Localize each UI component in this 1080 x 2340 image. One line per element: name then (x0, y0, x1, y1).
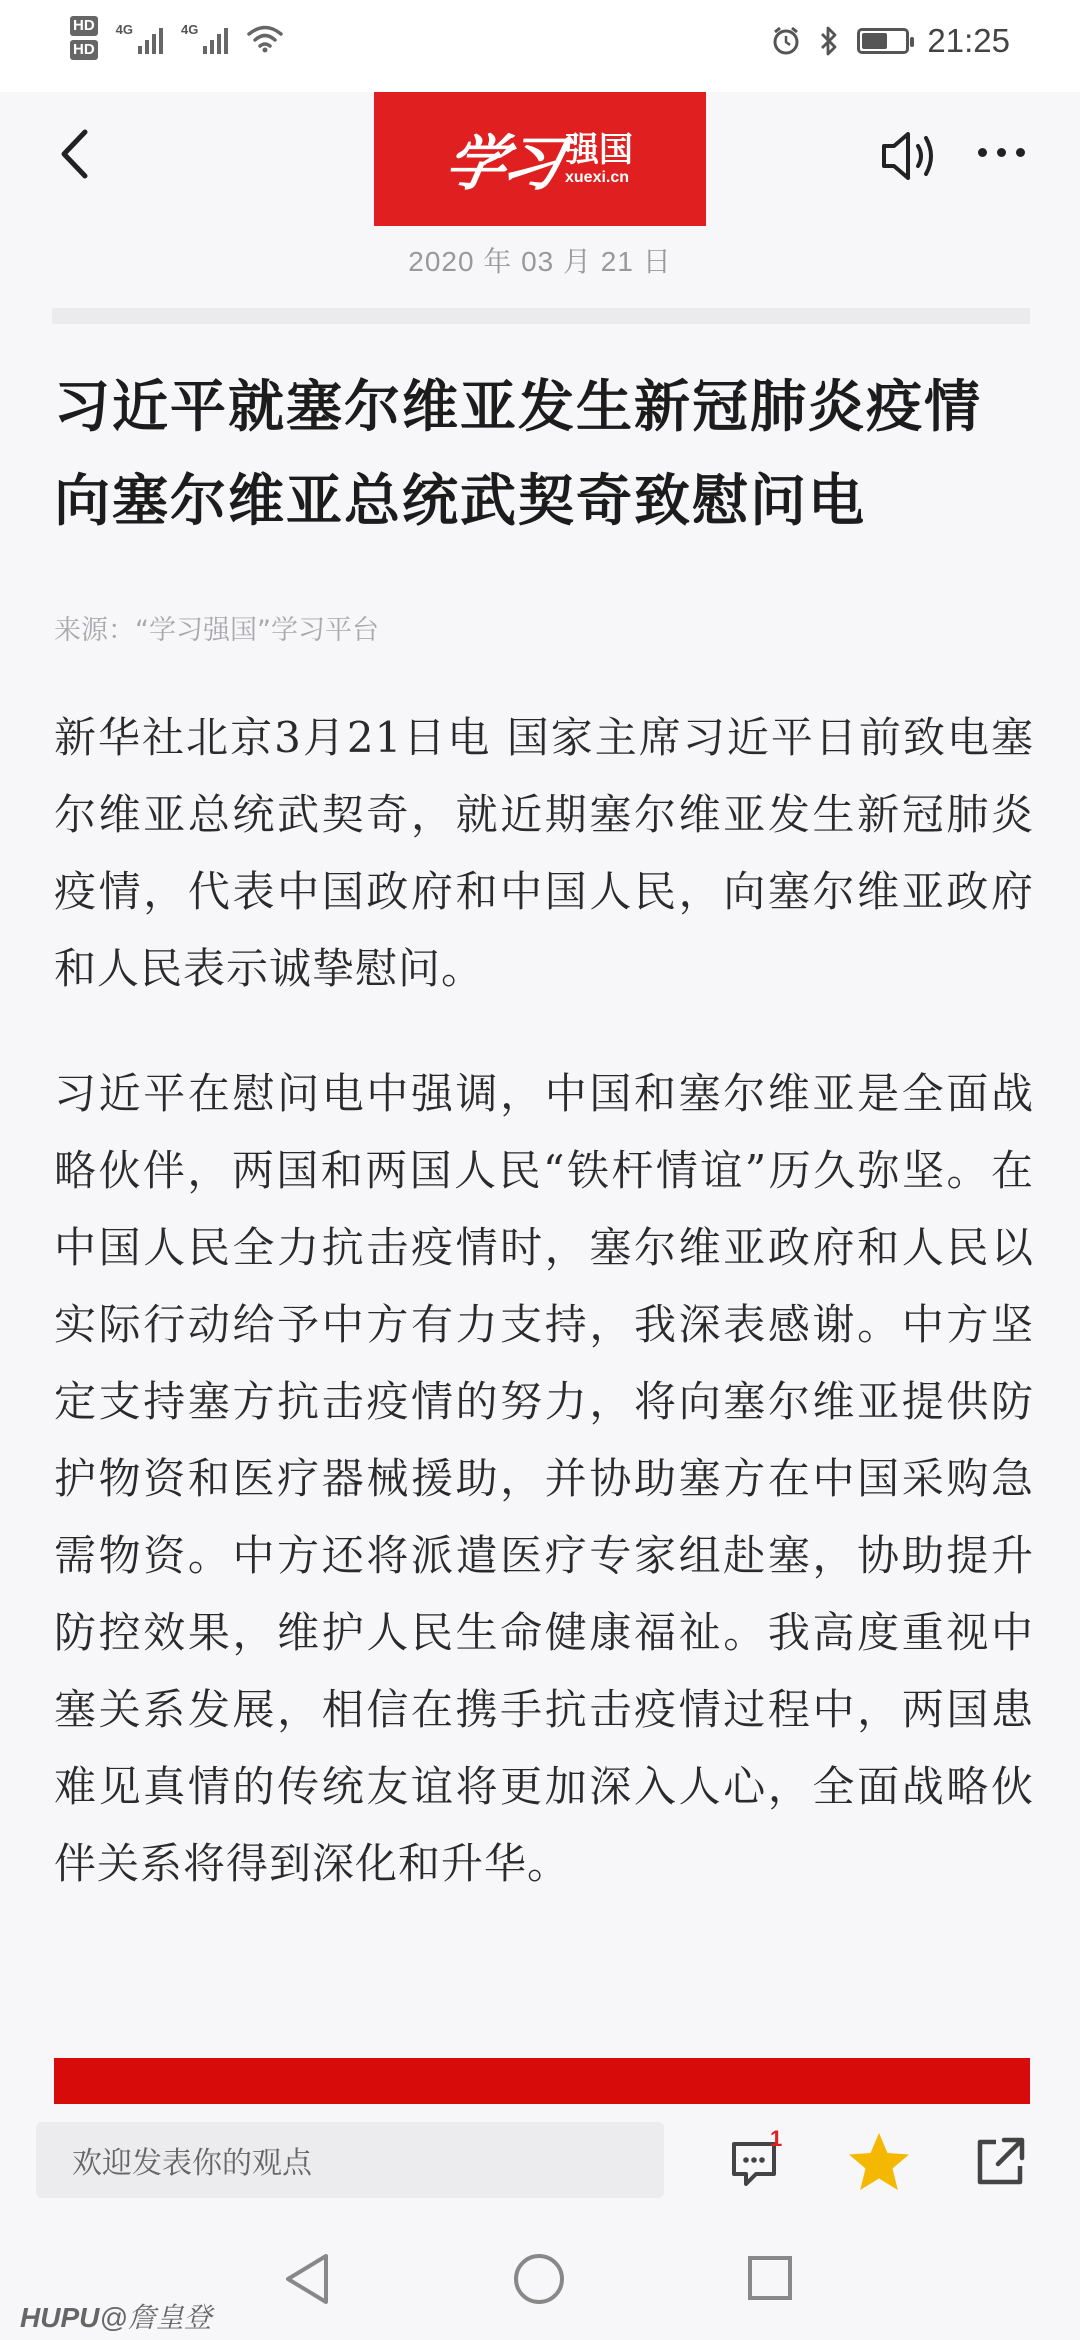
logo-cn-text: 强国 (565, 130, 633, 170)
more-button[interactable] (978, 148, 1025, 157)
article-title: 习近平就塞尔维亚发生新冠肺炎疫情向塞尔维亚总统武契奇致慰问电 (54, 374, 982, 534)
divider (52, 308, 1030, 324)
logo-script-text: 学习 (439, 129, 565, 199)
watermark-brand: HUPU (20, 2302, 100, 2333)
back-button[interactable] (44, 124, 104, 184)
comment-count-badge: 1 (770, 2126, 783, 2151)
more-dot (978, 148, 987, 157)
status-bar (0, 0, 1080, 92)
speaker-icon (878, 126, 942, 186)
watermark (20, 2296, 212, 2336)
status-time: 21:25 (927, 22, 1010, 59)
chevron-left-icon (59, 128, 89, 180)
comment-bar (0, 2104, 1080, 2208)
hd-badges (70, 16, 98, 60)
star-icon[interactable] (846, 2130, 912, 2194)
comment-input[interactable]: 欢迎发表你的观点 (36, 2122, 664, 2198)
network-type-2: 4G (181, 22, 199, 37)
article-body (54, 360, 1034, 1902)
battery-icon (857, 28, 909, 54)
network-type-1: 4G (115, 22, 134, 37)
status-left (70, 16, 284, 60)
article-paragraph: 习近平在慰问电中强调，中国和塞尔维亚是全面战略伙伴，两国和两国人民“铁杆情谊”历久弥坚。在中国人民全力抗击疫情时，塞尔维亚政府和人民以实际行动给予中方有力支持，我深表感谢。中方坚定支持塞方抗击疫情的努力，将向塞尔维亚提供防护物资和医疗器械援助，并协助塞方在中国采购急需物资。中方还将派遣医疗专家组赴塞，协助提升防控效果，维护人民生命健康福祉。我高度重视中塞关系发展，相信在携手抗击疫情过程中，两国患难见真情的传统友谊将更加深入人心，全面战略伙伴关系将得到深化和升华。 (54, 1069, 1034, 1888)
more-dot (1016, 148, 1025, 157)
bluetooth-icon (819, 25, 839, 57)
more-dot (997, 148, 1006, 157)
publish-date: 2020 年 03 月 21 日 (408, 246, 672, 277)
audio-button[interactable] (878, 126, 942, 186)
xuexi-logo (374, 92, 706, 226)
hd-badge-2: HD (70, 40, 98, 60)
nav-back-icon[interactable] (282, 2252, 332, 2306)
signal-icon (116, 22, 163, 54)
logo-domain-text: xuexi.cn (565, 169, 630, 186)
share-icon[interactable] (972, 2134, 1028, 2190)
signal-icon-2 (181, 22, 228, 54)
article-header (0, 92, 1080, 292)
wifi-icon (246, 23, 284, 53)
battery-fill (862, 33, 887, 49)
article-source: 来源：“学习强国”学习平台 (54, 615, 379, 646)
hd-badge-1: HD (70, 16, 98, 36)
logo-right (565, 131, 633, 187)
nav-recent-icon[interactable] (746, 2254, 794, 2302)
nav-home-icon[interactable] (512, 2252, 566, 2306)
watermark-user: @詹皇登 (99, 2302, 212, 2333)
status-right (771, 22, 1010, 60)
alarm-icon (771, 26, 801, 56)
article-paragraph: 新华社北京3月21日电 国家主席习近平日前致电塞尔维亚总统武契奇，就近期塞尔维亚发生新冠肺炎疫情，代表中国政府和中国人民，向塞尔维亚政府和人民表示诚挚慰问。 (54, 713, 1034, 993)
